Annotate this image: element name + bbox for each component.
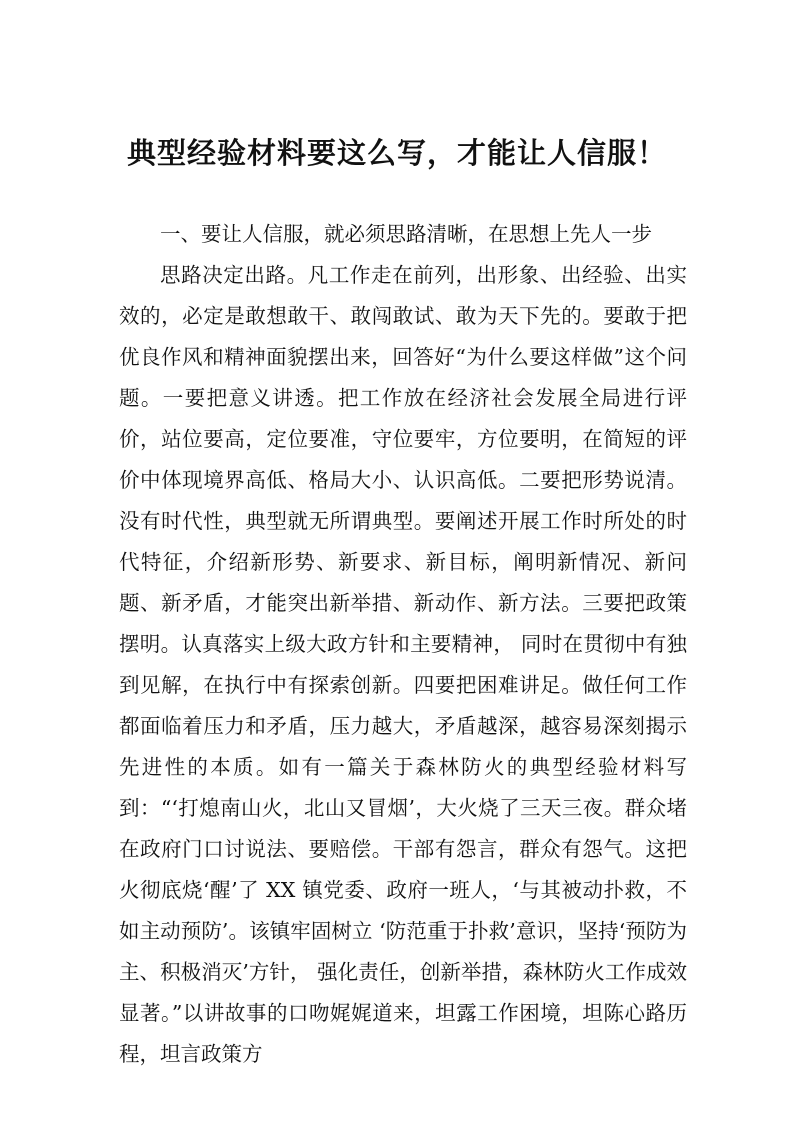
document-title: 典型经验材料要这么写，才能让人信服！ bbox=[126, 136, 667, 170]
document-body bbox=[119, 214, 687, 1075]
section-heading: 一、要让人信服，就必须思路清晰，在思想上先人一步 bbox=[160, 222, 652, 246]
body-paragraph: 思路决定出路。凡工作走在前列，出形象、出经验、出实效的，必定是敢想敢干、敢闯敢试、敢为天下先的。要敢于把优良作风和精神面貌摆出来，回答好“为什么要这样做”这个问题。一要把意义讲透。把工作放在经济社会发展全局进行评价，站位要高，定位要准，守位要牢，方位要明，在简短的评价中体现境界高低、格局大小、认识高低。二要把形势说清。没有时代性，典型就无所谓典型。要阐述开展工作时所处的时代特征，介绍新形势、新要求、新目标，阐明新情况、新问题、新矛盾，才能突出新举措、新动作、新方法。三要把政策摆明。认真落实上级大政方针和主要精神， 同时在贯彻中有独到见解，在执行中有探索创新。四要把困难讲足。做任何工作都面临着压力和矛盾，压力越大，矛盾越深，越容易深刻揭示先进性的本质。如有一篇关于森林防火的典型经验材料写到：“‘打熄南山火，北山又冒烟’，大火烧了三天三夜。群众堵在政府门口讨说法、要赔偿。干部有怨言，群众有怨气。这把火彻底烧‘醒’了 XX 镇党委、政府一班人，‘与其被动扑救，不如主动预防’。该镇牢固树立 ‘防范重于扑救’意识，坚持‘预防为主、积极消灭’方针， 强化责任，创新举措，森林防火工作成效显著。”以讲故事的口吻娓娓道来，坦露工作困境，坦陈心路历程，坦言政策方 bbox=[119, 263, 687, 1066]
